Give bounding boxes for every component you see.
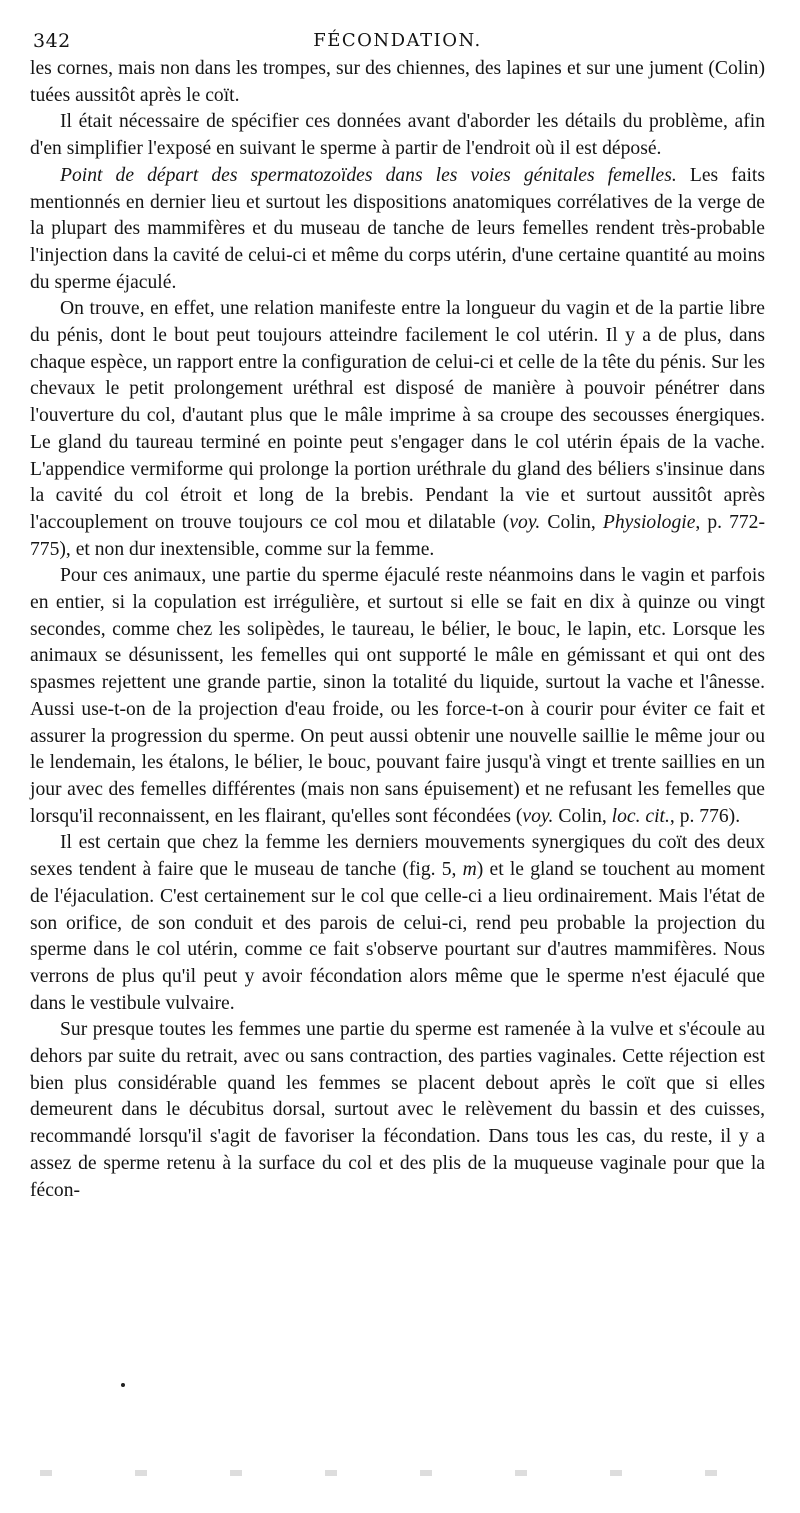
running-title: FÉCONDATION. bbox=[313, 30, 482, 51]
paragraph-p2 bbox=[30, 109, 765, 162]
paragraph-p1 bbox=[30, 56, 765, 109]
text-run: Il est certain que chez la femme les derniers mouvements synergiques du coït des deux sexes tendent à faire que le museau de tanche (fig. 5, bbox=[30, 832, 765, 881]
text-run: On trouve, en effet, une relation manifeste entre la longueur du vagin et de la partie libre du pénis, dont le bout peut toujours atteindre facilement le col utérin. Il y a de plus, dans chaque espèce, un rapport entre la configuration de celui-ci et celle de la tête du pénis. Sur les chevaux le petit prolongement uréthral est disposé de manière à pouvoir pénétrer dans l'ouverture du col, d'autant plus que le mâle imprime à sa croupe des secousses énergiques. Le gland du taureau terminé en pointe peut s'engager dans le col utérin épais de la vache. L'appendice vermiforme qui prolonge la portion uréthrale du gland des béliers s'insinue dans la cavité du col étroit et long de la brebis. Pendant la vie et surtout aussitôt après l'accouplement on trouve toujours ce col mou et dilatable ( bbox=[30, 298, 765, 533]
paragraph-p4 bbox=[30, 296, 765, 563]
italic-text: loc. cit. bbox=[611, 805, 670, 827]
paragraph-p3 bbox=[30, 163, 765, 297]
text-run: ) et le gland se touchent au moment de l'éjaculation. C'est certainement sur le col que celle-ci a lieu ordinairement. Mais l'état de son orifice, de son conduit et des parois de celui-ci, rend peu probable la projection du sperme dans le col utérin, comme ce fait s'observe pourtant sur d'autres mammifères. Nous verrons de plus qu'il peut y avoir fécondation alors même que le sperme n'est éjaculé que dans le vestibule vulvaire. bbox=[30, 859, 765, 1014]
text-run: , p. 772-775), et non dur inextensible, comme sur la femme. bbox=[30, 511, 766, 560]
italic-text: Physiologie bbox=[602, 511, 696, 533]
body-text bbox=[30, 56, 765, 1204]
italic-text: m bbox=[462, 859, 477, 881]
italic-text: Point de départ des spermatozoïdes dans les voies génitales femelles. bbox=[60, 164, 677, 186]
running-header bbox=[30, 26, 765, 56]
text-run: Il était nécessaire de spécifier ces données avant d'aborder les détails du problème, afin d'en simplifier l'exposé en suivant le sperme à partir de l'endroit où il est déposé. bbox=[30, 111, 765, 160]
italic-text: voy. bbox=[509, 511, 541, 533]
text-run: Sur presque toutes les femmes une partie du sperme est ramenée à la vulve et s'écoule au dehors par suite du retrait, avec ou sans contraction, des parties vaginales. Cette réjection est bien plus considérable quand les femmes se placent debout après le coït que si elles demeurent dans le décubitus dorsal, surtout avec le relèvement du bassin et des cuisses, recommandé lorsqu'il s'agit de favoriser la fécondation. Dans tous les cas, du reste, il y a assez de sperme retenu à la surface du col et des plis de la muqueuse vaginale pour que la fécon- bbox=[30, 1019, 765, 1201]
page-number: 342 bbox=[33, 30, 71, 52]
text-run: les cornes, mais non dans les trompes, sur des chiennes, des lapines et sur une jument (Colin) tuées aussitôt après le coït. bbox=[30, 58, 765, 106]
text-run: Colin, bbox=[540, 511, 603, 533]
book-page bbox=[30, 26, 765, 1204]
paragraph-p5 bbox=[30, 563, 765, 830]
text-run: , p. 776). bbox=[669, 805, 741, 827]
paragraph-p6 bbox=[30, 830, 765, 1017]
text-run: Colin, bbox=[553, 805, 612, 827]
text-run: Les faits mentionnés en dernier lieu et surtout les dispositions anatomiques corrélatives de la verge de la plupart des mammifères et du museau de tanche de leurs femelles rendent très-probable l'injection dans la cavité de celui-ci et même du corps utérin, d'une certaine quantité au moins du sperme éjaculé. bbox=[30, 164, 765, 293]
paragraph-p7 bbox=[30, 1017, 765, 1204]
scan-artifact bbox=[0, 1470, 800, 1476]
ink-dot bbox=[121, 1383, 125, 1387]
italic-text: voy. bbox=[522, 805, 554, 827]
text-run: Pour ces animaux, une partie du sperme éjaculé reste néanmoins dans le vagin et parfois en entier, si la copulation est irrégulière, et surtout si elle se fait en dix à quinze ou vingt secondes, comme chez les solipèdes, le taureau, le bélier, le bouc, le lapin, etc. Lorsque les animaux se désunissent, les femelles qui ont supporté le mâle en gémissant et qui ont des spasmes rejettent une grande partie, sinon la totalité du liquide, surtout la vache et l'ânesse. Aussi use-t-on de la projection d'eau froide, ou les force-t-on à courir pour éviter ce fait et assurer la progression du sperme. On peut aussi obtenir une nouvelle saillie le même jour ou le lendemain, les étalons, le bélier, le bouc, pouvant faire jusqu'à vingt et trente saillies en un jour avec des femelles différentes (mais non sans épuisement) et ne refusant les femelles que lorsqu'il reconnaissent, en les flairant, qu'elles sont fécondées ( bbox=[30, 565, 765, 827]
